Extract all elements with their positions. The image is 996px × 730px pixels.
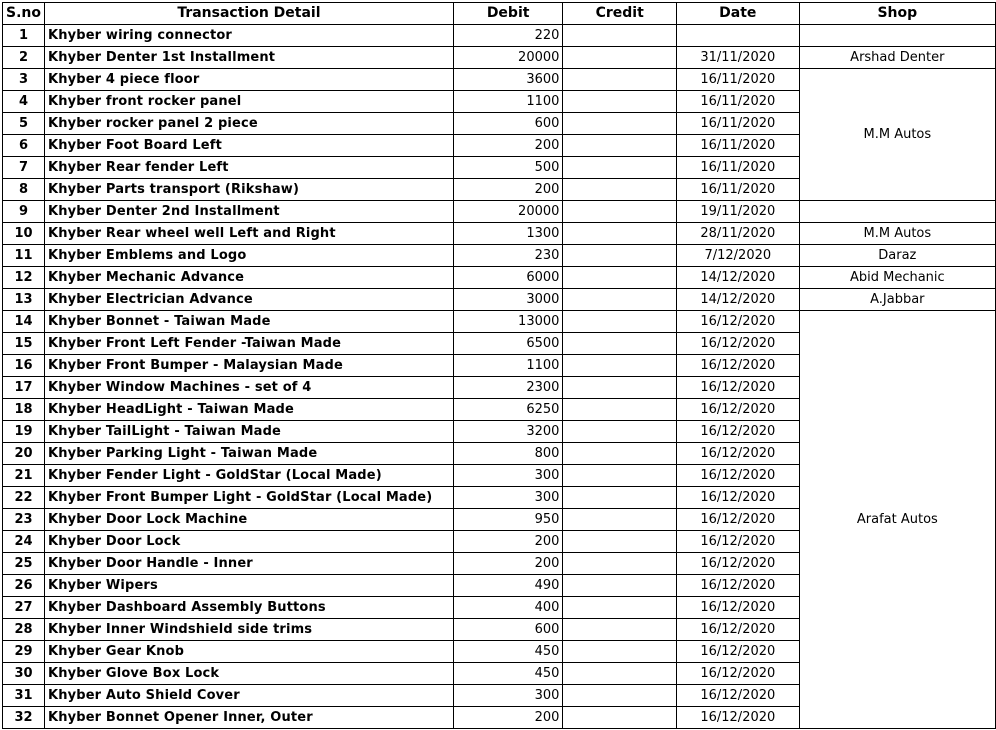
row-detail-cell[interactable]: Khyber Denter 1st Installment xyxy=(45,47,454,69)
row-credit-cell[interactable] xyxy=(563,531,677,553)
row-credit-cell[interactable] xyxy=(563,91,677,113)
row-detail-cell[interactable]: Khyber Gear Knob xyxy=(45,641,454,663)
row-credit-cell[interactable] xyxy=(563,685,677,707)
table-row xyxy=(3,25,996,47)
row-debit-cell[interactable]: 450 xyxy=(453,641,563,663)
row-detail-cell[interactable]: Khyber Bonnet - Taiwan Made xyxy=(45,311,454,333)
row-debit-cell[interactable]: 3200 xyxy=(453,421,563,443)
row-debit-cell[interactable]: 200 xyxy=(453,553,563,575)
row-detail-cell[interactable]: Khyber Rear fender Left xyxy=(45,157,454,179)
row-credit-cell[interactable] xyxy=(563,707,677,729)
table-row xyxy=(3,69,996,91)
row-detail-cell[interactable]: Khyber Inner Windshield side trims xyxy=(45,619,454,641)
table-row xyxy=(3,245,996,267)
row-date-cell[interactable]: 16/12/2020 xyxy=(676,487,799,509)
row-detail-cell[interactable]: Khyber front rocker panel xyxy=(45,91,454,113)
row-detail-cell[interactable]: Khyber Dashboard Assembly Buttons xyxy=(45,597,454,619)
row-detail-cell[interactable]: Khyber Wipers xyxy=(45,575,454,597)
row-detail-cell[interactable]: Khyber Fender Light - GoldStar (Local Made) xyxy=(45,465,454,487)
row-credit-cell[interactable] xyxy=(563,377,677,399)
row-credit-cell[interactable] xyxy=(563,245,677,267)
header-shop[interactable]: Shop xyxy=(799,3,995,25)
row-sno-cell[interactable]: 30 xyxy=(3,663,45,685)
row-detail-cell[interactable]: Khyber Door Lock Machine xyxy=(45,509,454,531)
row-date-cell[interactable]: 16/12/2020 xyxy=(676,443,799,465)
row-date-cell[interactable]: 16/12/2020 xyxy=(676,619,799,641)
row-debit-cell[interactable]: 450 xyxy=(453,663,563,685)
table-row xyxy=(3,311,996,333)
row-date-cell[interactable]: 16/11/2020 xyxy=(676,179,799,201)
row-date-cell[interactable]: 16/11/2020 xyxy=(676,157,799,179)
row-credit-cell[interactable] xyxy=(563,487,677,509)
transactions-table xyxy=(2,2,996,729)
row-date-cell[interactable]: 16/12/2020 xyxy=(676,509,799,531)
row-debit-cell[interactable]: 200 xyxy=(453,707,563,729)
row-sno-cell[interactable]: 5 xyxy=(3,113,45,135)
row-detail-cell[interactable]: Khyber Window Machines - set of 4 xyxy=(45,377,454,399)
row-date-cell[interactable]: 16/12/2020 xyxy=(676,663,799,685)
row-debit-cell[interactable]: 800 xyxy=(453,443,563,465)
row-detail-cell[interactable]: Khyber Bonnet Opener Inner, Outer xyxy=(45,707,454,729)
header-date[interactable]: Date xyxy=(676,3,799,25)
table-row xyxy=(3,223,996,245)
header-sno[interactable]: S.no xyxy=(3,3,45,25)
table-row xyxy=(3,47,996,69)
row-date-cell[interactable]: 31/11/2020 xyxy=(676,47,799,69)
row-detail-cell[interactable]: Khyber Front Bumper Light - GoldStar (Local Made) xyxy=(45,487,454,509)
row-detail-cell[interactable]: Khyber Parts transport (Rikshaw) xyxy=(45,179,454,201)
row-credit-cell[interactable] xyxy=(563,641,677,663)
row-date-cell[interactable]: 16/11/2020 xyxy=(676,113,799,135)
row-shop-cell[interactable]: M.M Autos xyxy=(799,69,995,201)
row-sno-cell[interactable]: 24 xyxy=(3,531,45,553)
row-date-cell[interactable]: 16/12/2020 xyxy=(676,641,799,663)
row-credit-cell[interactable] xyxy=(563,663,677,685)
row-debit-cell[interactable]: 500 xyxy=(453,157,563,179)
row-debit-cell[interactable]: 6250 xyxy=(453,399,563,421)
row-debit-cell[interactable]: 2300 xyxy=(453,377,563,399)
row-credit-cell[interactable] xyxy=(563,465,677,487)
row-date-cell[interactable]: 16/12/2020 xyxy=(676,421,799,443)
row-debit-cell[interactable]: 20000 xyxy=(453,47,563,69)
row-credit-cell[interactable] xyxy=(563,553,677,575)
table-body xyxy=(3,25,996,729)
row-sno-cell[interactable]: 13 xyxy=(3,289,45,311)
row-sno-cell[interactable]: 2 xyxy=(3,47,45,69)
row-credit-cell[interactable] xyxy=(563,509,677,531)
row-date-cell[interactable]: 7/12/2020 xyxy=(676,245,799,267)
row-detail-cell[interactable]: Khyber 4 piece floor xyxy=(45,69,454,91)
row-credit-cell[interactable] xyxy=(563,355,677,377)
table-row xyxy=(3,289,996,311)
row-sno-cell[interactable]: 20 xyxy=(3,443,45,465)
row-detail-cell[interactable]: Khyber Denter 2nd Installment xyxy=(45,201,454,223)
row-detail-cell[interactable]: Khyber Front Bumper - Malaysian Made xyxy=(45,355,454,377)
row-credit-cell[interactable] xyxy=(563,619,677,641)
table-row xyxy=(3,201,996,223)
row-debit-cell[interactable]: 200 xyxy=(453,531,563,553)
row-date-cell[interactable]: 16/11/2020 xyxy=(676,91,799,113)
row-sno-cell[interactable]: 27 xyxy=(3,597,45,619)
row-credit-cell[interactable] xyxy=(563,47,677,69)
row-detail-cell[interactable]: Khyber Glove Box Lock xyxy=(45,663,454,685)
row-detail-cell[interactable]: Khyber Door Handle - Inner xyxy=(45,553,454,575)
row-sno-cell[interactable]: 14 xyxy=(3,311,45,333)
row-debit-cell[interactable]: 490 xyxy=(453,575,563,597)
row-credit-cell[interactable] xyxy=(563,223,677,245)
row-sno-cell[interactable]: 22 xyxy=(3,487,45,509)
row-detail-cell[interactable]: Khyber wiring connector xyxy=(45,25,454,47)
row-debit-cell[interactable]: 20000 xyxy=(453,201,563,223)
header-transaction-detail[interactable]: Transaction Detail xyxy=(45,3,454,25)
row-debit-cell[interactable]: 300 xyxy=(453,487,563,509)
row-debit-cell[interactable]: 600 xyxy=(453,619,563,641)
row-sno-cell[interactable]: 29 xyxy=(3,641,45,663)
row-date-cell[interactable]: 16/12/2020 xyxy=(676,597,799,619)
row-debit-cell[interactable]: 220 xyxy=(453,25,563,47)
row-sno-cell[interactable]: 10 xyxy=(3,223,45,245)
row-sno-cell[interactable]: 19 xyxy=(3,421,45,443)
row-date-cell[interactable]: 14/12/2020 xyxy=(676,289,799,311)
row-debit-cell[interactable]: 1100 xyxy=(453,91,563,113)
row-sno-cell[interactable]: 16 xyxy=(3,355,45,377)
row-debit-cell[interactable]: 950 xyxy=(453,509,563,531)
row-credit-cell[interactable] xyxy=(563,399,677,421)
table-row xyxy=(3,267,996,289)
row-sno-cell[interactable]: 6 xyxy=(3,135,45,157)
row-detail-cell[interactable]: Khyber Emblems and Logo xyxy=(45,245,454,267)
row-debit-cell[interactable]: 200 xyxy=(453,135,563,157)
row-date-cell[interactable]: 16/11/2020 xyxy=(676,69,799,91)
row-detail-cell[interactable]: Khyber TailLight - Taiwan Made xyxy=(45,421,454,443)
row-shop-cell[interactable]: Arafat Autos xyxy=(799,311,995,729)
row-sno-cell[interactable]: 8 xyxy=(3,179,45,201)
row-credit-cell[interactable] xyxy=(563,25,677,47)
row-debit-cell[interactable]: 6000 xyxy=(453,267,563,289)
row-shop-cell[interactable]: M.M Autos xyxy=(799,223,995,245)
row-shop-cell[interactable]: Daraz xyxy=(799,245,995,267)
row-date-cell[interactable] xyxy=(676,25,799,47)
row-date-cell[interactable]: 16/11/2020 xyxy=(676,135,799,157)
header-debit[interactable]: Debit xyxy=(453,3,563,25)
row-shop-cell[interactable]: Abid Mechanic xyxy=(799,267,995,289)
row-credit-cell[interactable] xyxy=(563,289,677,311)
row-credit-cell[interactable] xyxy=(563,421,677,443)
row-date-cell[interactable]: 16/12/2020 xyxy=(676,465,799,487)
row-shop-cell[interactable] xyxy=(799,25,995,47)
row-sno-cell[interactable]: 17 xyxy=(3,377,45,399)
row-date-cell[interactable]: 14/12/2020 xyxy=(676,267,799,289)
header-row xyxy=(3,3,996,25)
row-detail-cell[interactable]: Khyber Parking Light - Taiwan Made xyxy=(45,443,454,465)
row-debit-cell[interactable]: 300 xyxy=(453,685,563,707)
row-debit-cell[interactable]: 300 xyxy=(453,465,563,487)
row-date-cell[interactable]: 28/11/2020 xyxy=(676,223,799,245)
row-date-cell[interactable]: 16/12/2020 xyxy=(676,355,799,377)
row-credit-cell[interactable] xyxy=(563,201,677,223)
row-date-cell[interactable]: 16/12/2020 xyxy=(676,531,799,553)
row-debit-cell[interactable]: 1100 xyxy=(453,355,563,377)
row-detail-cell[interactable]: Khyber Door Lock xyxy=(45,531,454,553)
row-debit-cell[interactable]: 230 xyxy=(453,245,563,267)
row-sno-cell[interactable]: 1 xyxy=(3,25,45,47)
row-detail-cell[interactable]: Khyber Mechanic Advance xyxy=(45,267,454,289)
row-debit-cell[interactable]: 13000 xyxy=(453,311,563,333)
row-sno-cell[interactable]: 18 xyxy=(3,399,45,421)
row-sno-cell[interactable]: 31 xyxy=(3,685,45,707)
row-detail-cell[interactable]: Khyber Electrician Advance xyxy=(45,289,454,311)
row-shop-cell[interactable]: Arshad Denter xyxy=(799,47,995,69)
row-debit-cell[interactable]: 400 xyxy=(453,597,563,619)
row-debit-cell[interactable]: 600 xyxy=(453,113,563,135)
row-credit-cell[interactable] xyxy=(563,157,677,179)
row-sno-cell[interactable]: 15 xyxy=(3,333,45,355)
row-sno-cell[interactable]: 25 xyxy=(3,553,45,575)
row-date-cell[interactable]: 19/11/2020 xyxy=(676,201,799,223)
row-sno-cell[interactable]: 7 xyxy=(3,157,45,179)
row-detail-cell[interactable]: Khyber rocker panel 2 piece xyxy=(45,113,454,135)
row-debit-cell[interactable]: 3000 xyxy=(453,289,563,311)
row-sno-cell[interactable]: 32 xyxy=(3,707,45,729)
row-sno-cell[interactable]: 21 xyxy=(3,465,45,487)
row-date-cell[interactable]: 16/12/2020 xyxy=(676,575,799,597)
row-sno-cell[interactable]: 28 xyxy=(3,619,45,641)
row-credit-cell[interactable] xyxy=(563,135,677,157)
row-detail-cell[interactable]: Khyber Rear wheel well Left and Right xyxy=(45,223,454,245)
row-detail-cell[interactable]: Khyber Foot Board Left xyxy=(45,135,454,157)
row-detail-cell[interactable]: Khyber Front Left Fender -Taiwan Made xyxy=(45,333,454,355)
row-credit-cell[interactable] xyxy=(563,575,677,597)
row-credit-cell[interactable] xyxy=(563,597,677,619)
row-debit-cell[interactable]: 3600 xyxy=(453,69,563,91)
row-date-cell[interactable]: 16/12/2020 xyxy=(676,399,799,421)
row-credit-cell[interactable] xyxy=(563,113,677,135)
row-date-cell[interactable]: 16/12/2020 xyxy=(676,685,799,707)
row-sno-cell[interactable]: 9 xyxy=(3,201,45,223)
row-sno-cell[interactable]: 12 xyxy=(3,267,45,289)
row-credit-cell[interactable] xyxy=(563,267,677,289)
row-credit-cell[interactable] xyxy=(563,443,677,465)
row-detail-cell[interactable]: Khyber Auto Shield Cover xyxy=(45,685,454,707)
row-debit-cell[interactable]: 1300 xyxy=(453,223,563,245)
row-credit-cell[interactable] xyxy=(563,179,677,201)
row-detail-cell[interactable]: Khyber HeadLight - Taiwan Made xyxy=(45,399,454,421)
row-sno-cell[interactable]: 4 xyxy=(3,91,45,113)
row-debit-cell[interactable]: 6500 xyxy=(453,333,563,355)
row-date-cell[interactable]: 16/12/2020 xyxy=(676,553,799,575)
row-shop-cell[interactable] xyxy=(799,201,995,223)
row-sno-cell[interactable]: 23 xyxy=(3,509,45,531)
header-credit[interactable]: Credit xyxy=(563,3,677,25)
row-shop-cell[interactable]: A.Jabbar xyxy=(799,289,995,311)
row-credit-cell[interactable] xyxy=(563,69,677,91)
row-date-cell[interactable]: 16/12/2020 xyxy=(676,707,799,729)
row-date-cell[interactable]: 16/12/2020 xyxy=(676,333,799,355)
row-date-cell[interactable]: 16/12/2020 xyxy=(676,311,799,333)
row-sno-cell[interactable]: 26 xyxy=(3,575,45,597)
row-debit-cell[interactable]: 200 xyxy=(453,179,563,201)
row-sno-cell[interactable]: 11 xyxy=(3,245,45,267)
row-sno-cell[interactable]: 3 xyxy=(3,69,45,91)
row-date-cell[interactable]: 16/12/2020 xyxy=(676,377,799,399)
row-credit-cell[interactable] xyxy=(563,311,677,333)
row-credit-cell[interactable] xyxy=(563,333,677,355)
